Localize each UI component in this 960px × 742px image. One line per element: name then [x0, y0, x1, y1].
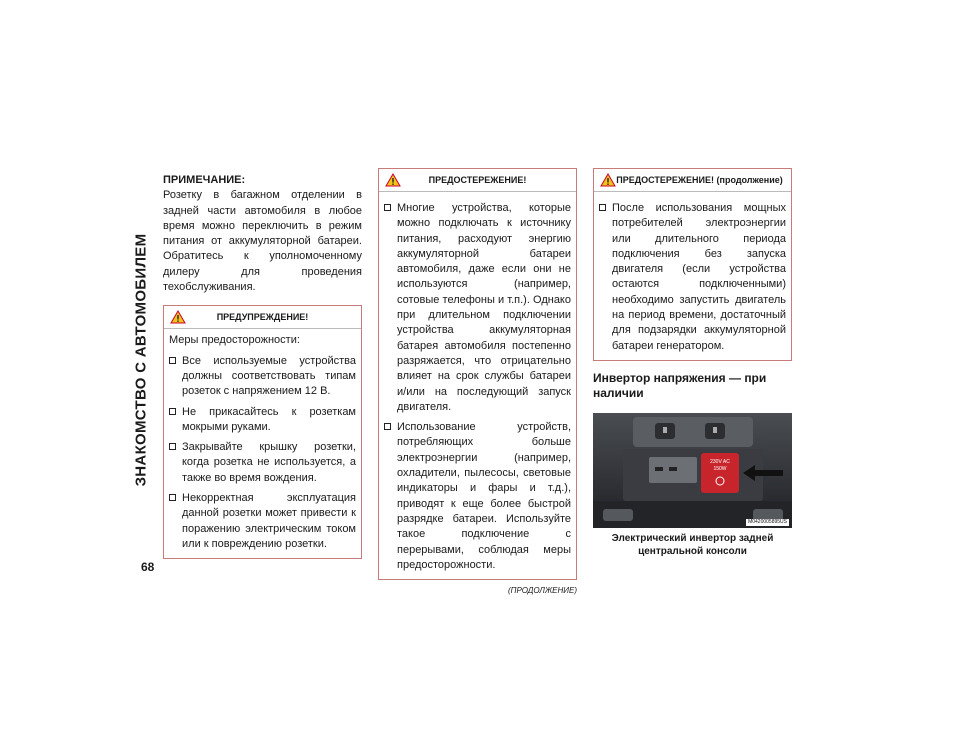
hazard-triangle-icon [385, 173, 401, 187]
checkbox-bullet-icon [169, 443, 176, 450]
checkbox-bullet-icon [169, 357, 176, 364]
caution-cont-title: ПРЕДОСТЕРЕЖЕНИЕ! (продолжение) [616, 175, 783, 185]
column-2 [378, 168, 577, 598]
outlet-label-2: 150W [713, 465, 727, 472]
list-item [169, 354, 356, 400]
inverter-photo [593, 413, 792, 528]
side-title-text: ЗНАКОМСТВО С АВТОМОБИЛЕМ [132, 233, 150, 487]
section-title: Инвертор напряжения — при наличии [593, 370, 767, 400]
image-code: M0420005895US [748, 518, 787, 525]
list-item-text: Использование устройств, потребляющих больше электроэнергии (например, охладители, пылесосы, световые индикаторы и фары и т.д.), приводят к еще более быстрой разрядке батареи. Используйте такое подключение с перерывами, соблюдая меры предосторожности. [397, 421, 571, 571]
list-item [169, 440, 356, 486]
warning-intro: Меры предосторожности: [169, 334, 300, 347]
list-item [384, 201, 571, 415]
caution-body [379, 192, 576, 579]
caution-header [379, 169, 576, 192]
list-item-text: Все используемые устройства должны соответствовать типам розеток с напряжением 12 В. [182, 354, 356, 398]
warning-header [164, 306, 361, 329]
caution-cont-header [594, 169, 791, 192]
list-item [169, 491, 356, 552]
warning-title: ПРЕДУПРЕЖДЕНИЕ! [216, 312, 309, 323]
caution-box [378, 168, 577, 580]
checkbox-bullet-icon [599, 204, 606, 211]
warning-body [164, 329, 361, 558]
checkbox-bullet-icon [169, 408, 176, 415]
console-illustration [593, 413, 792, 528]
checkbox-bullet-icon [384, 423, 391, 430]
warning-box [163, 305, 362, 559]
side-title [128, 165, 154, 555]
note-heading: ПРИМЕЧАНИЕ: [163, 174, 246, 186]
continued-label: (ПРОДОЛЖЕНИЕ) [508, 586, 577, 596]
outlet-label-1: 230V AC [710, 458, 730, 465]
list-item-text: После использования мощных потребителей электроэнергии или длительного периода подключения без запуска двигателя (если устройства остаются подключенными) необходимо запустить двигатель на период времени, достаточный для подзарядки аккумуляторной батареи генератором. [612, 202, 786, 352]
caution-title: ПРЕДОСТЕРЕЖЕНИЕ! [428, 175, 527, 185]
column-1 [163, 173, 362, 559]
list-item [384, 420, 571, 573]
hazard-triangle-icon [600, 173, 616, 187]
list-item-text: Многие устройства, которые можно подключать к источнику питания, расходуют энергию аккумуляторной батареи автомобиля, даже если они не используются (например, сотовые телефоны и т.п.). Однако при длительном подключении устройства аккумуляторная батарея автомобиля постепенно разряжается, что отрицательно влияет на срок службы батареи и/или на последующий запуск двигателя. [397, 202, 571, 413]
checkbox-bullet-icon [384, 204, 391, 211]
hazard-triangle-icon [170, 310, 186, 324]
caution-cont-body [594, 192, 791, 360]
caution-cont-box [593, 168, 792, 361]
list-item-text: Некорректная эксплуатация данной розетки может привести к поражению электрическим током или к повреждению розетки. [182, 492, 356, 550]
column-3 [593, 168, 792, 558]
photo-caption: Электрический инвертор задней центральной консоли [611, 532, 774, 557]
note-text: Розетку в багажном отделении в задней части автомобиля в любое время можно переключить в режим питания от аккумуляторной батареи. Обратитесь к уполномоченному дилеру для проведения техобслуживания. [163, 189, 362, 294]
checkbox-bullet-icon [169, 494, 176, 501]
list-item-text: Закрывайте крышку розетки, когда розетка не используется, а также во время вождения. [182, 441, 356, 484]
list-item [169, 405, 356, 436]
page-number: 68 [141, 560, 155, 574]
list-item-text: Не прикасайтесь к розеткам мокрыми руками. [182, 405, 356, 433]
list-item [599, 201, 786, 354]
